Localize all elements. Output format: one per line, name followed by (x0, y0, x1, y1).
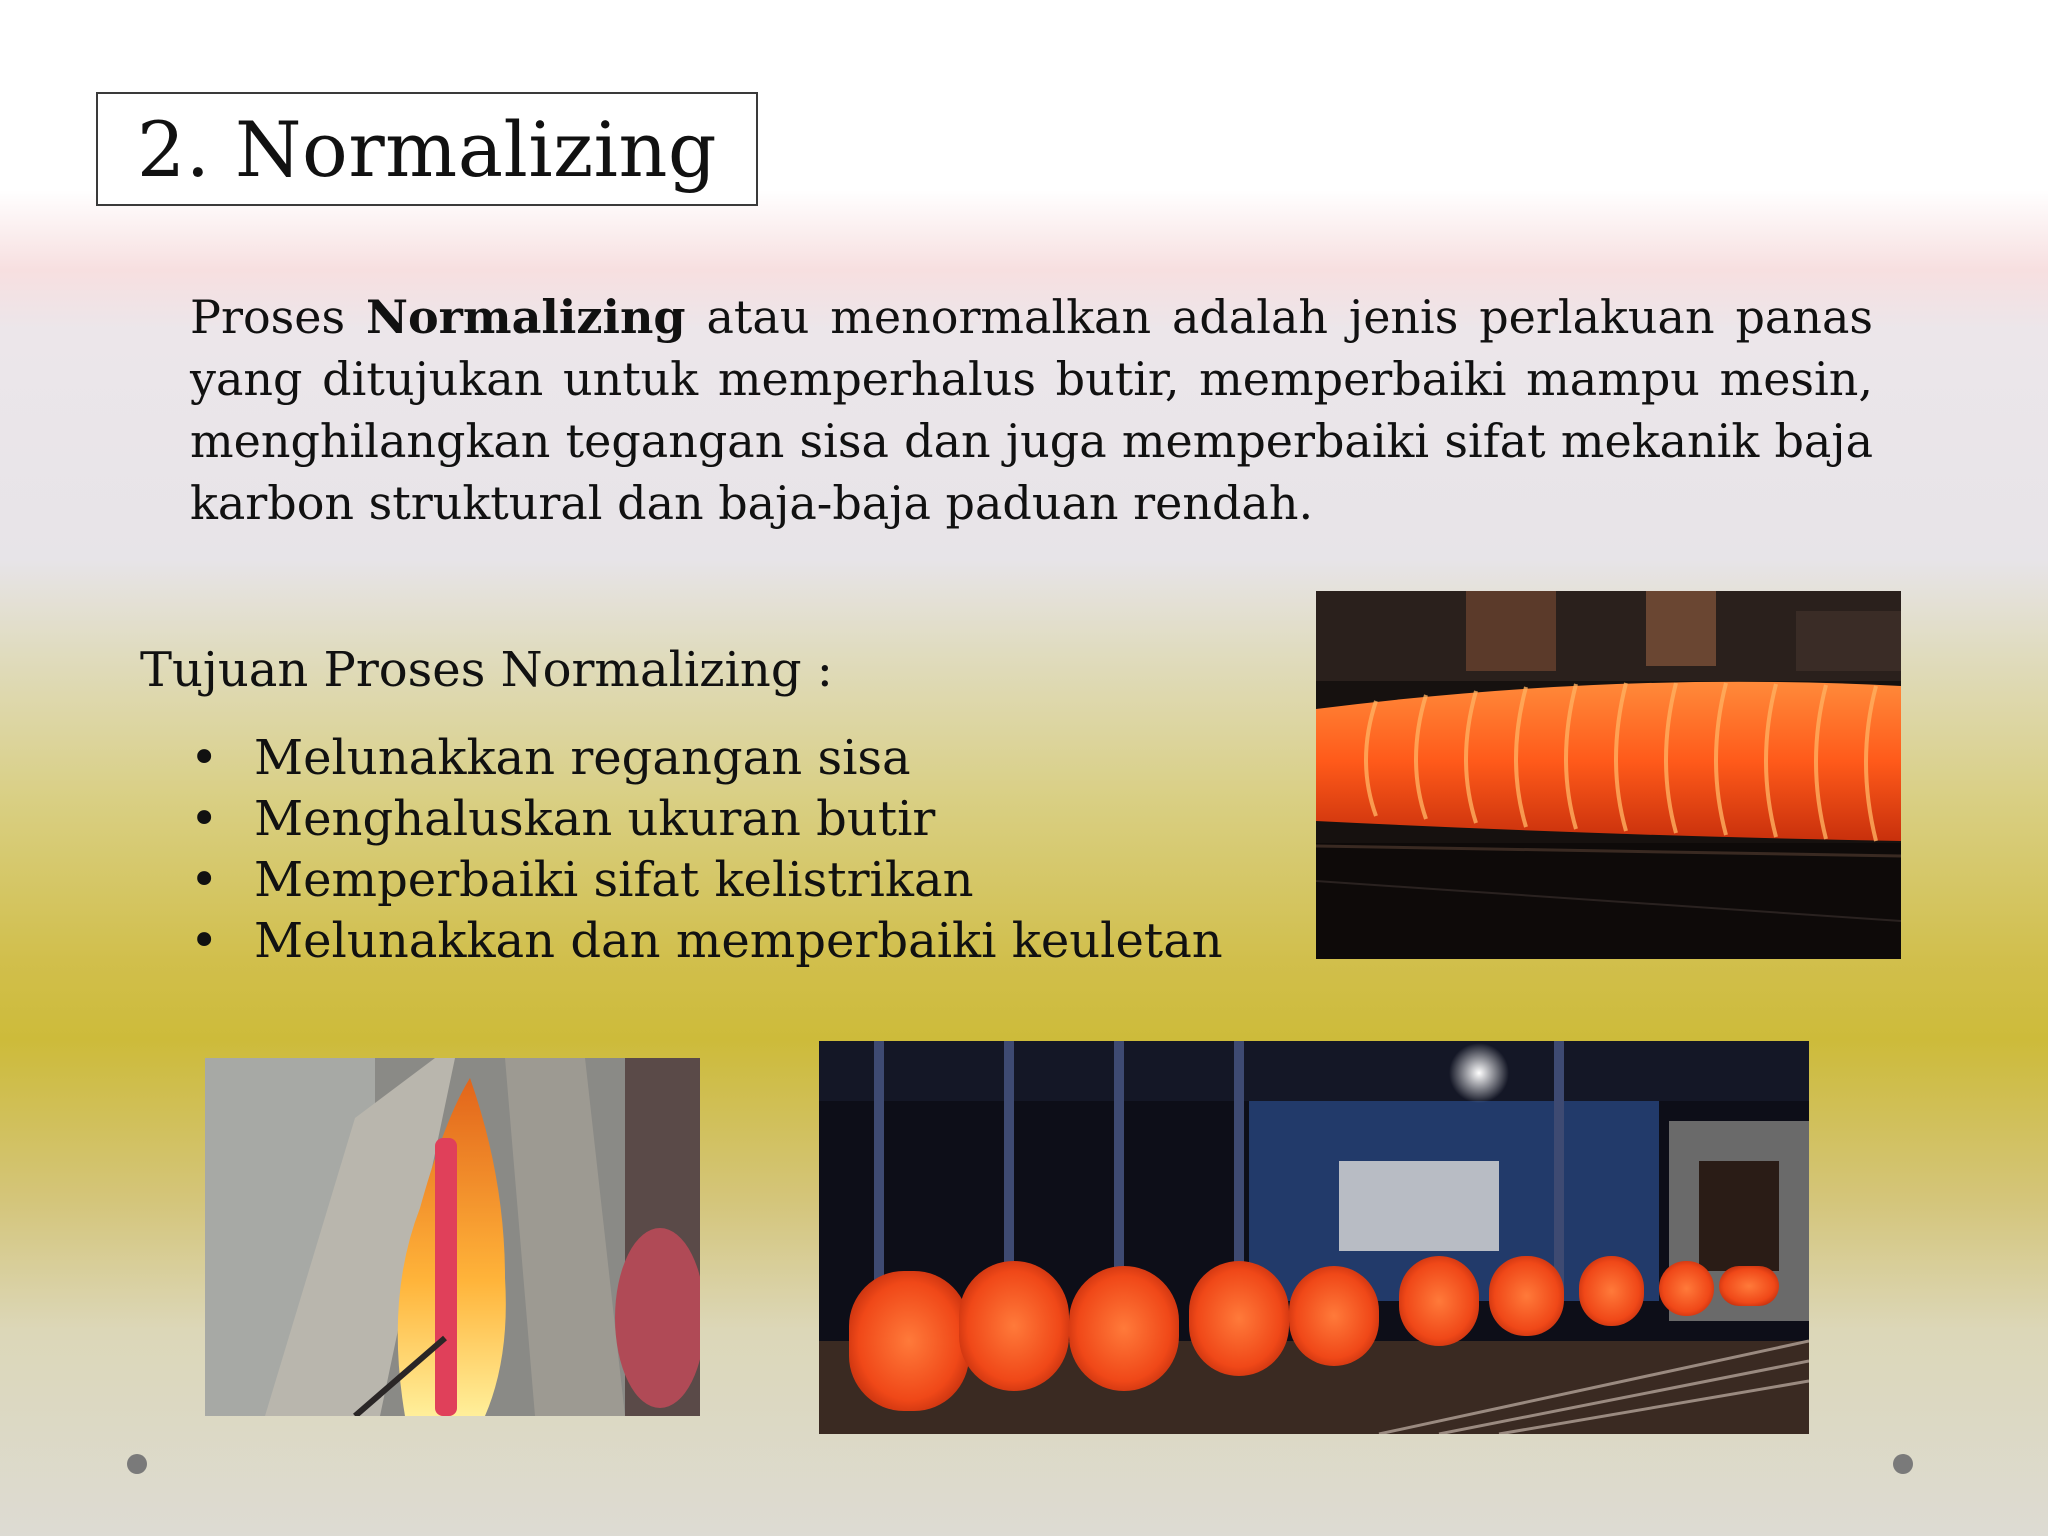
glowing-steel-bar-photo (1316, 591, 1901, 959)
goal-item (186, 850, 1223, 911)
goal-item (186, 789, 1223, 850)
slide-title: 2. Normalizing (136, 104, 718, 194)
decorative-dot-left (127, 1454, 147, 1474)
flame-heating-photo (205, 1058, 700, 1416)
goal-item-text: Melunakkan regangan sisa (254, 730, 911, 786)
bullet-icon: • (190, 791, 219, 847)
title-box (96, 92, 758, 206)
goals-heading: Tujuan Proses Normalizing : (140, 642, 833, 698)
goal-item (186, 911, 1223, 972)
goal-item (186, 728, 1223, 789)
goal-item-text: Melunakkan dan memperbaiki keuletan (254, 913, 1223, 969)
goal-item-text: Memperbaiki sifat kelistrikan (254, 852, 974, 908)
goals-list (186, 728, 1223, 972)
intro-prefix: Proses (190, 290, 366, 344)
intro-rest: atau menormalkan adalah jenis perlakuan panas yang ditujukan untuk memperhalus butir, memperbaiki mampu mesin, menghilangkan tegangan sisa dan juga memperbaiki sifat mekanik baja karbon struktural dan baja-baja paduan rendah. (190, 290, 1873, 530)
bullet-icon: • (190, 730, 219, 786)
goal-item-text: Menghaluskan ukuran butir (254, 791, 936, 847)
decorative-dot-right (1893, 1454, 1913, 1474)
intro-bold-term: Normalizing (365, 290, 686, 344)
bullet-icon: • (190, 852, 219, 908)
bullet-icon: • (190, 913, 219, 969)
hot-steel-billets-mill-photo (819, 1041, 1809, 1434)
intro-paragraph (190, 286, 1873, 534)
